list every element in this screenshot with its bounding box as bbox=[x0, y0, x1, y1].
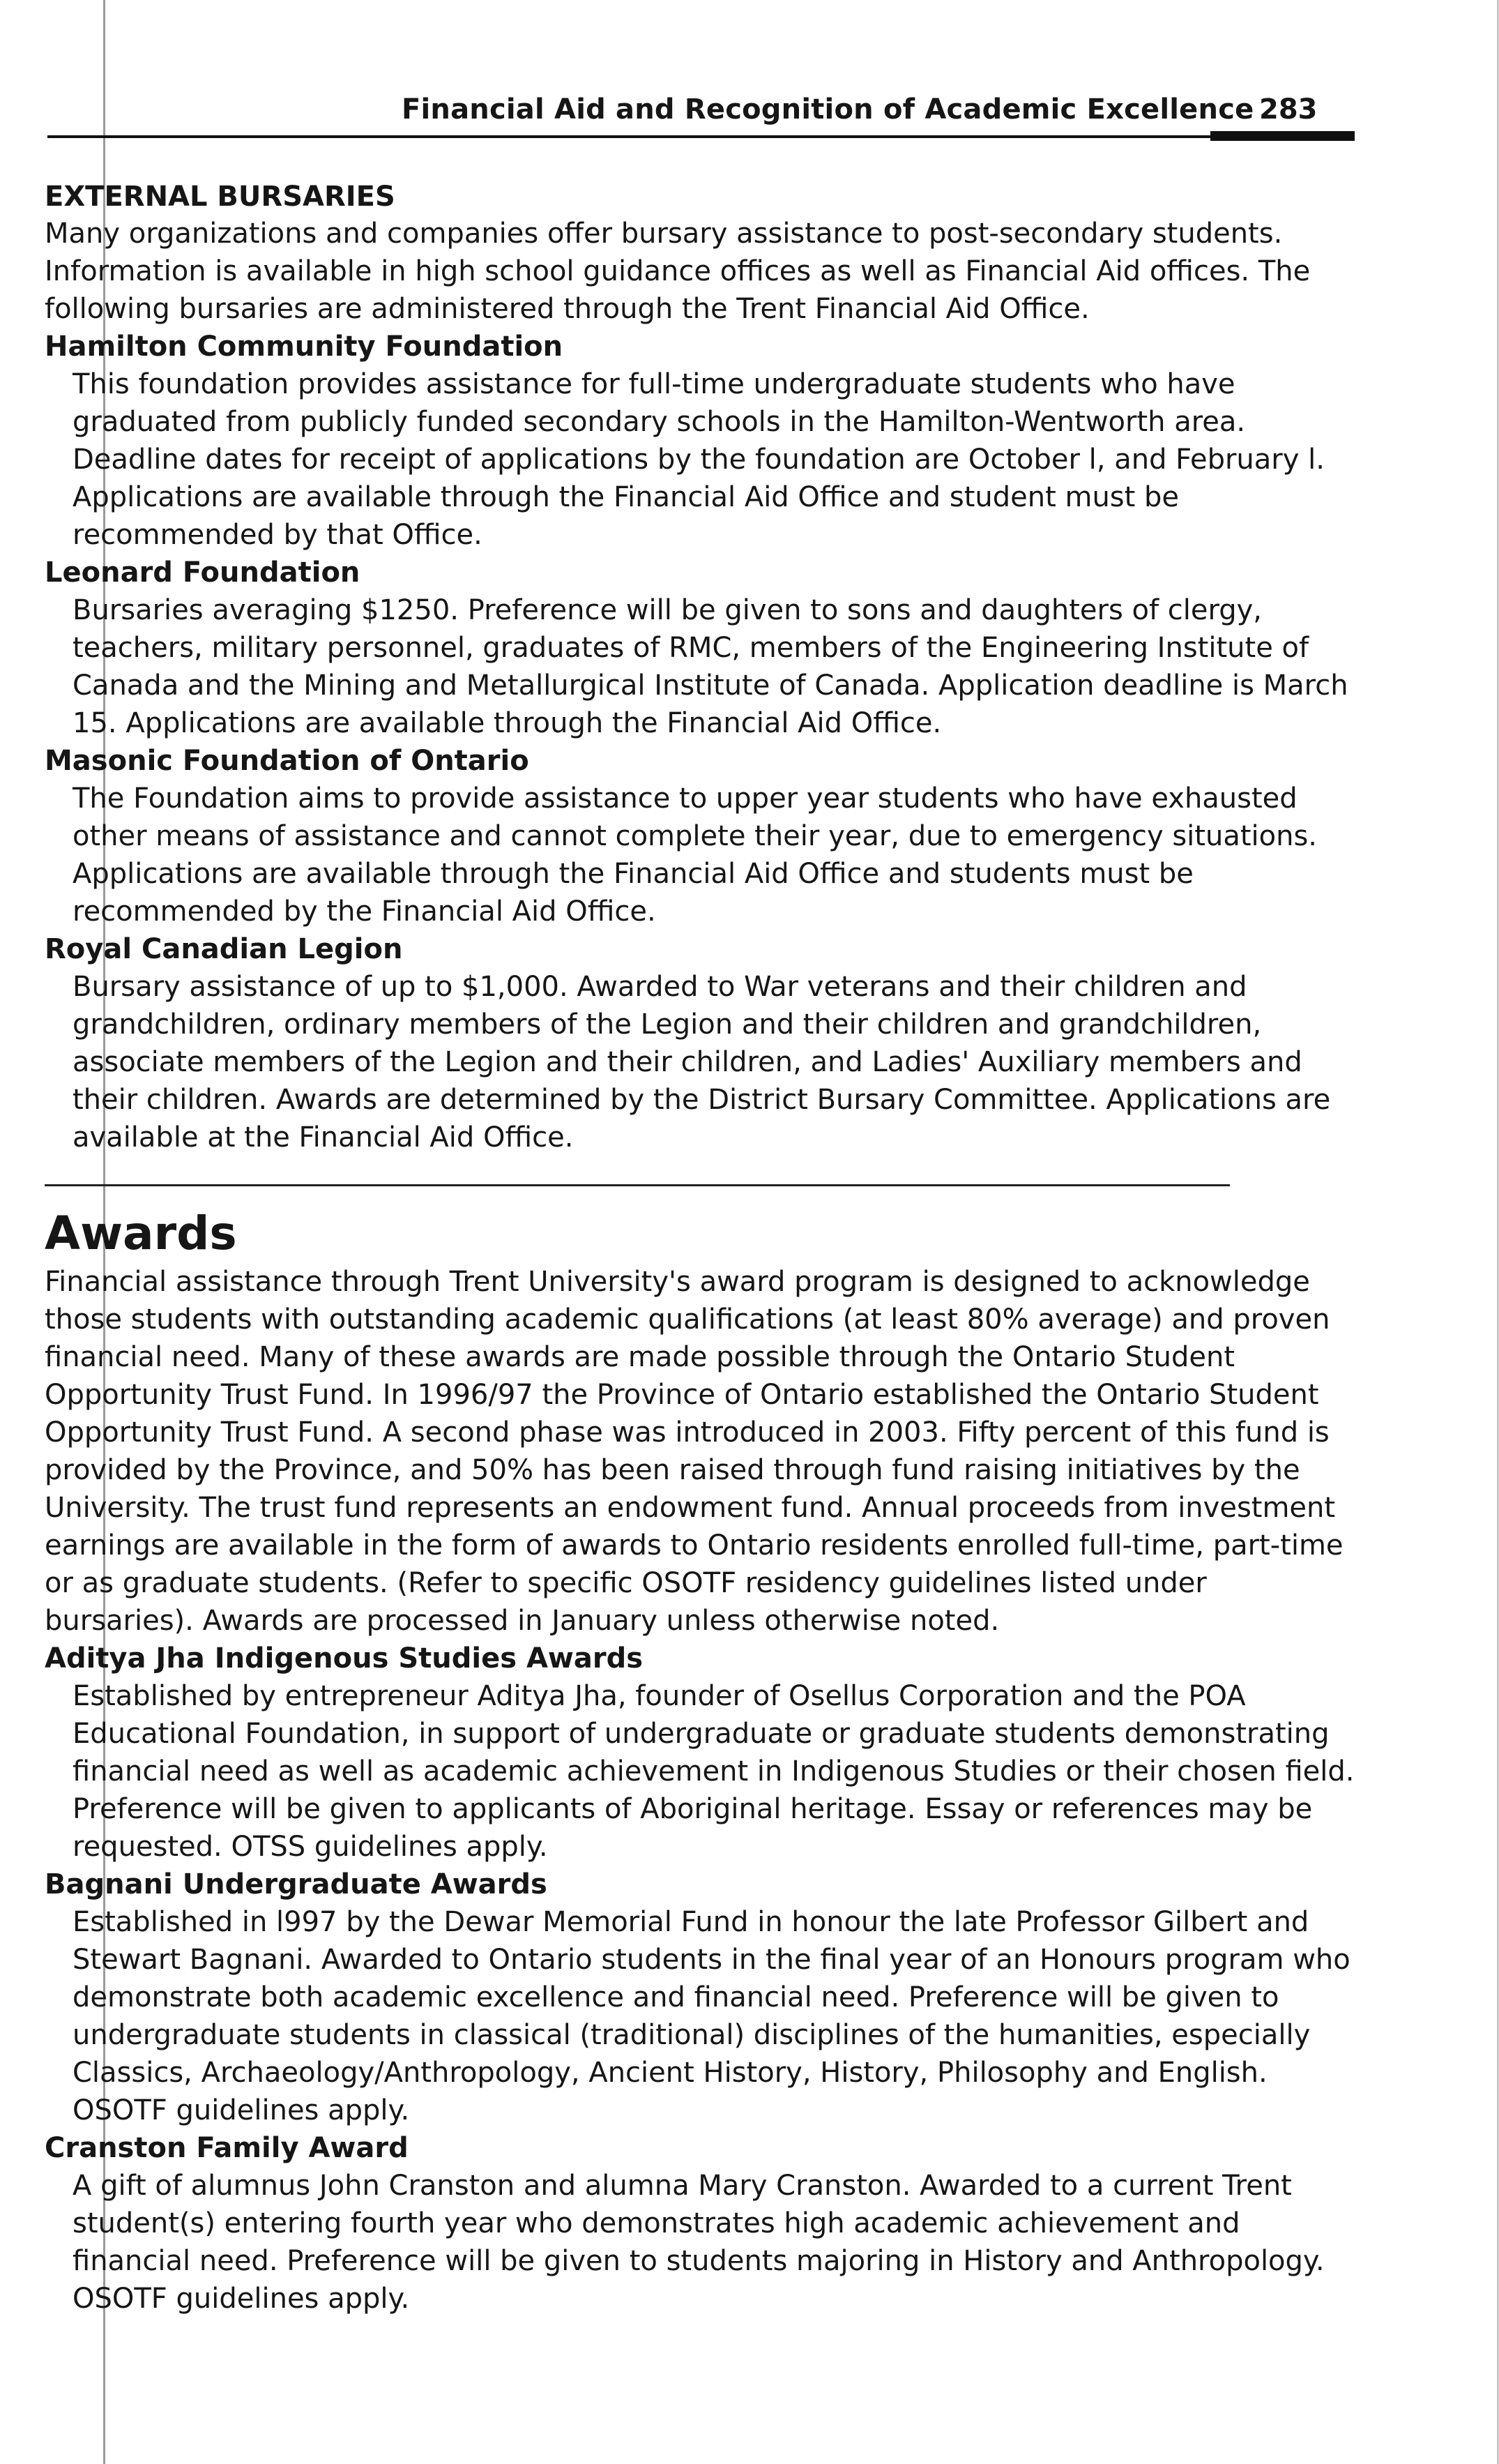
award-entry bbox=[45, 2129, 1355, 2318]
header-rule-accent bbox=[1210, 131, 1355, 141]
bursary-entry bbox=[45, 742, 1355, 930]
page-number: 283 bbox=[1259, 93, 1318, 126]
entry-title: Hamilton Community Foundation bbox=[45, 331, 563, 363]
page-content bbox=[45, 179, 1355, 2318]
bursary-entry bbox=[45, 554, 1355, 742]
header-rule bbox=[47, 135, 1355, 138]
entry-body: Established in l997 by the Dewar Memorial Fund in honour the late Professor Gilbert and Stewart Bagnani. Awarded to Ontario students in the final year of an Honours program who demonstrate both academic excellence and financial need. Preference will be given to undergraduate students in classical (traditional) disciplines of the humanities, especially Classics, Archaeology/Anthropology, Ancient History, History, Philosophy and English. OSOTF guidelines apply. bbox=[73, 1906, 1350, 2126]
bursary-entry bbox=[45, 328, 1355, 554]
entry-body: A gift of alumnus John Cranston and alumna Mary Cranston. Awarded to a current Trent student(s) entering fourth year who demonstrates high academic achievement and financial need. Preference will be given to students majoring in History and Anthropology. OSOTF guidelines apply. bbox=[73, 2170, 1325, 2315]
external-bursaries-section bbox=[45, 179, 1355, 1156]
awards-intro: Financial assistance through Trent University's award program is designed to acknowledge those students with outstanding academic qualifications (at least 80% average) and proven financial need. Many of these awards are made possible through the Ontario Student Opportunity Trust Fund. In 1996/97 the Province of Ontario established the Ontario Student Opportunity Trust Fund. A second phase was introduced in 2003. Fifty percent of this fund is provided by the Province, and 50% has been raised through fund raising initiatives by the University. The trust fund represents an endowment fund. Annual proceeds from investment earnings are available in the form of awards to Ontario residents enrolled full-time, part-time or as graduate students. (Refer to specific OSOTF residency guidelines listed under bursaries). Awards are processed in January unless otherwise noted. bbox=[45, 1266, 1344, 1637]
running-header bbox=[47, 89, 1355, 146]
award-entry bbox=[45, 1640, 1355, 1866]
entry-title: Royal Canadian Legion bbox=[45, 933, 403, 965]
bursary-entry bbox=[45, 930, 1355, 1156]
section-intro: Many organizations and companies offer bursary assistance to post-secondary students. Information is available in high school guidance offices as well as Financial Aid offices. The following bursaries are administered through the Trent Financial Aid Office. bbox=[45, 218, 1311, 325]
entry-body: Bursaries averaging $1250. Preference will be given to sons and daughters of clergy, teachers, military personnel, graduates of RMC, members of the Engineering Institute of Canada and the Mining and Metallurgical Institute of Canada. Application deadline is March 15. Applications are available through the Financial Aid Office. bbox=[73, 594, 1348, 739]
section-heading: EXTERNAL BURSARIES bbox=[45, 181, 395, 213]
entry-body: Established by entrepreneur Aditya Jha, founder of Osellus Corporation and the POA Educational Foundation, in support of undergraduate or graduate students demonstrating financial need as well as academic achievement in Indigenous Studies or their chosen field. Preference will be given to applicants of Aboriginal heritage. Essay or references may be requested. OTSS guidelines apply. bbox=[73, 1680, 1355, 1863]
section-divider bbox=[45, 1184, 1230, 1186]
entry-body: This foundation provides assistance for full-time undergraduate students who have graduated from publicly funded secondary schools in the Hamilton-Wentworth area. Deadline dates for receipt of applications by the foundation are October l, and February l. Applications are available through the Financial Aid Office and student must be recommended by that Office. bbox=[73, 368, 1325, 551]
award-entry bbox=[45, 1866, 1355, 2129]
entry-title: Bagnani Undergraduate Awards bbox=[45, 1868, 547, 1900]
entry-title: Aditya Jha Indigenous Studies Awards bbox=[45, 1642, 644, 1675]
entry-body: The Foundation aims to provide assistance to upper year students who have exhausted other means of assistance and cannot complete their year, due to emergency situations. Applications are available through the Financial Aid Office and students must be recommended by the Financial Aid Office. bbox=[73, 783, 1317, 928]
entry-title: Masonic Foundation of Ontario bbox=[45, 745, 529, 777]
entry-title: Leonard Foundation bbox=[45, 557, 360, 589]
entry-title: Cranston Family Award bbox=[45, 2132, 409, 2164]
running-title: Financial Aid and Recognition of Academic Excellence bbox=[402, 93, 1254, 126]
awards-section bbox=[45, 1204, 1355, 2318]
entry-body: Bursary assistance of up to $1,000. Awarded to War veterans and their children and grandchildren, ordinary members of the Legion and their children and grandchildren, associate members of the Legion and their children, and Ladies' Auxiliary members and their children. Awards are determined by the District Bursary Committee. Applications are available at the Financial Aid Office. bbox=[73, 971, 1331, 1154]
awards-heading: Awards bbox=[45, 1207, 237, 1260]
